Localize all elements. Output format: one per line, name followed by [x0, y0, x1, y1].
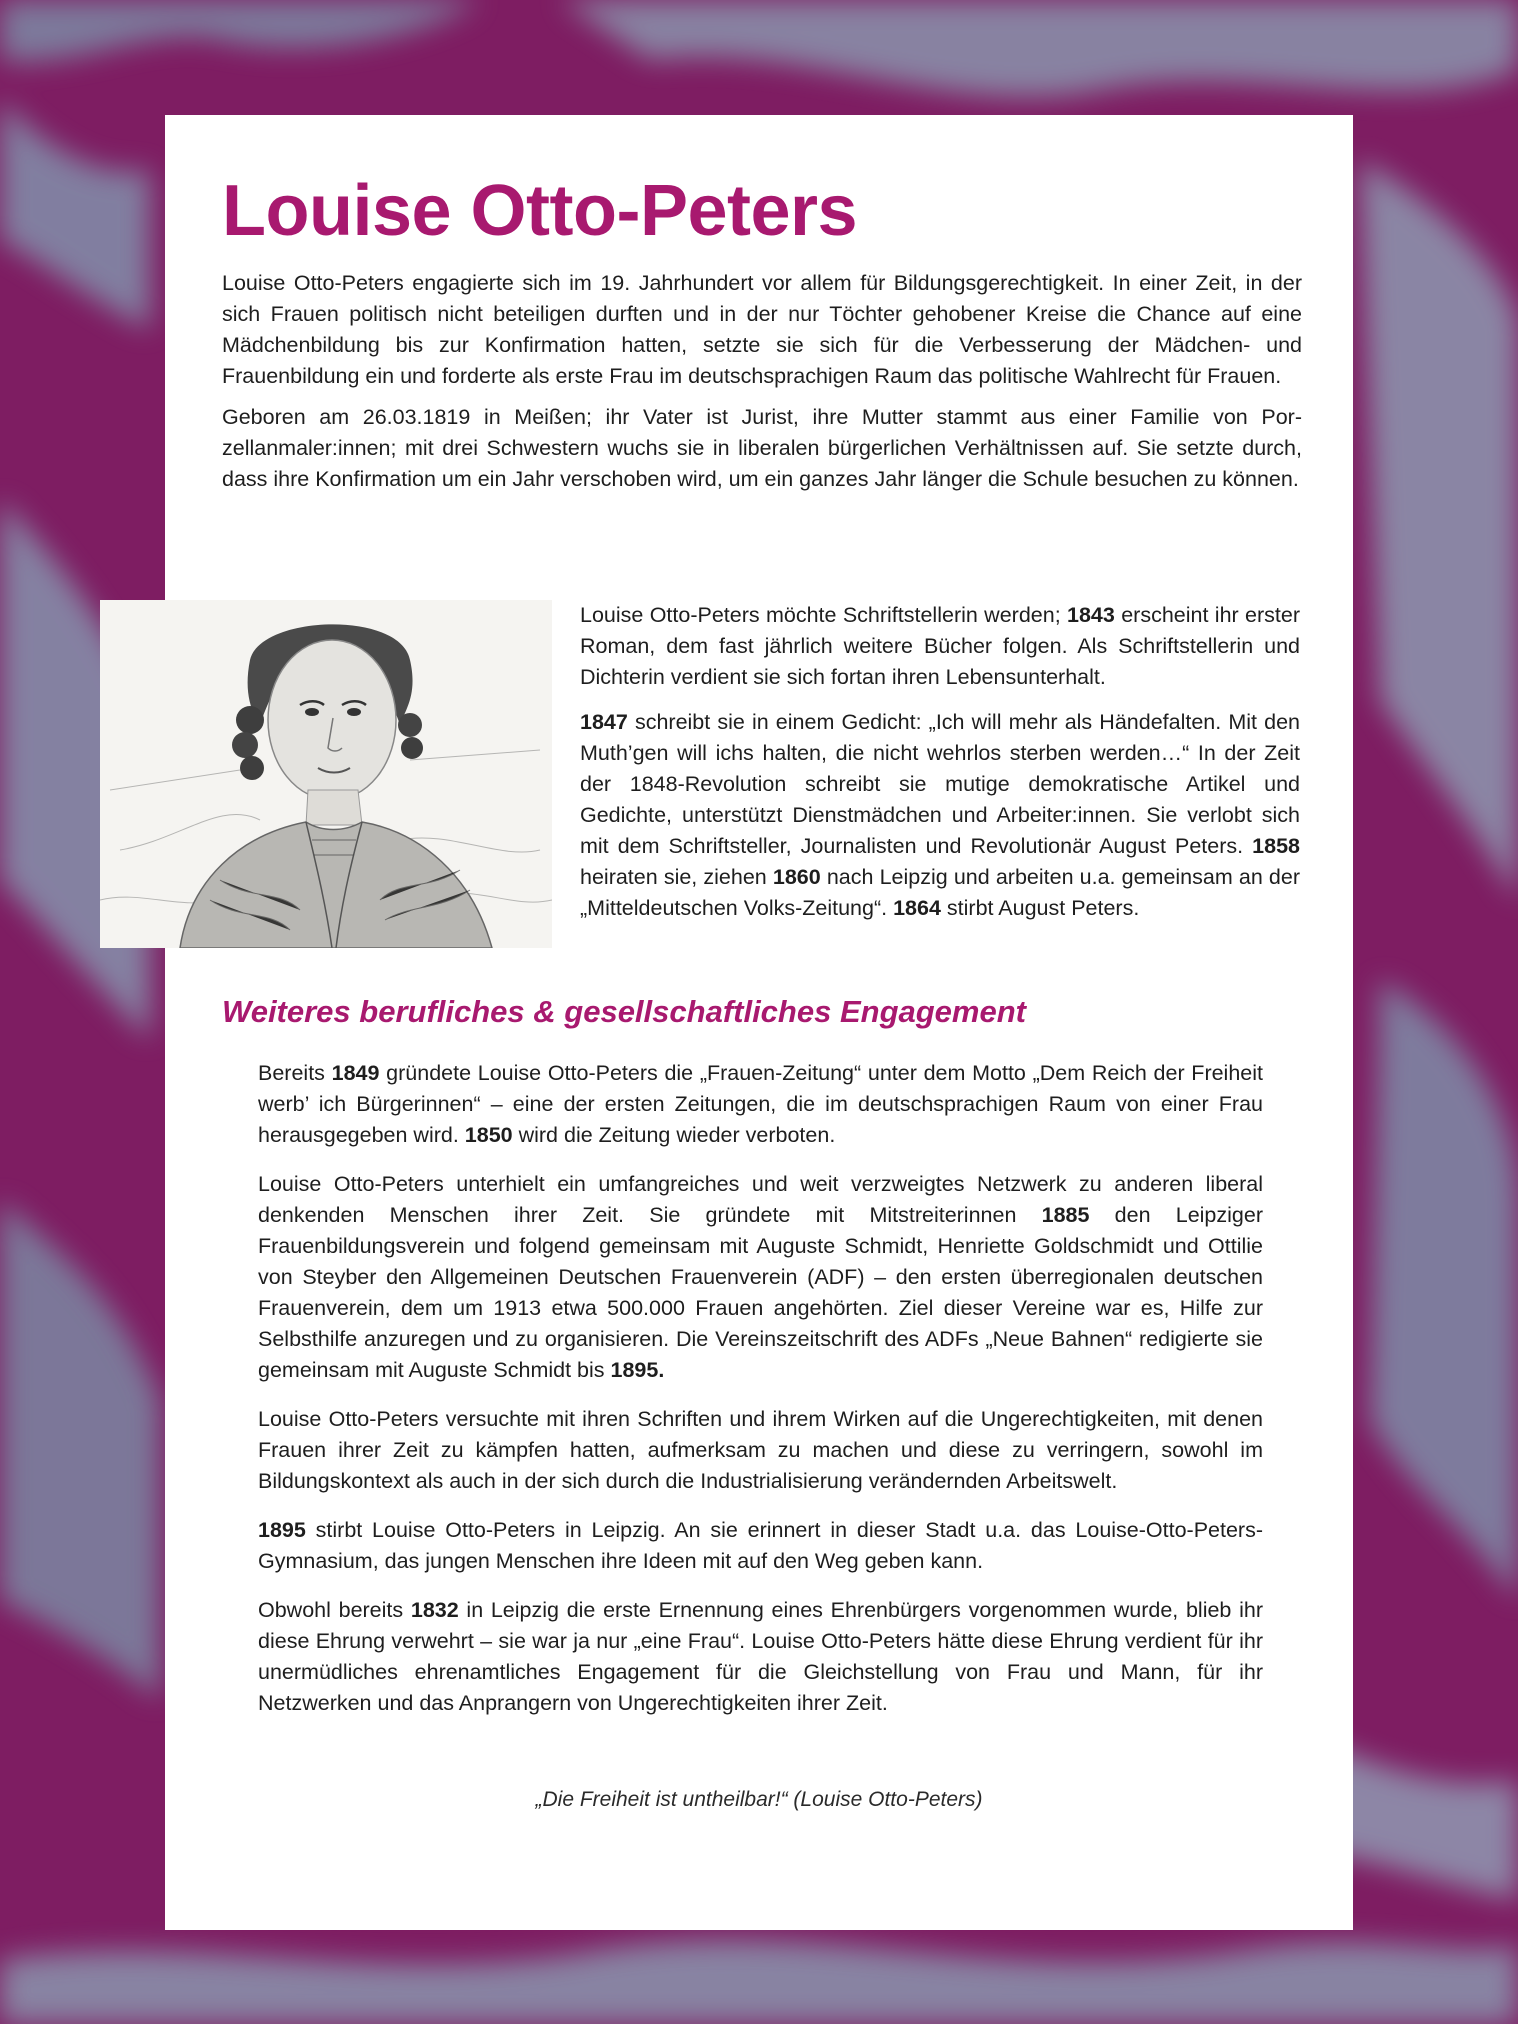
year-highlight: 1847: [580, 710, 628, 734]
year-highlight: 1895: [258, 1518, 306, 1542]
year-highlight: 1849: [331, 1061, 380, 1085]
engagement-paragraph: Obwohl bereits 1832 in Leipzig die erste Ernennung eines Ehrenbürgers vorgenommen wurde, blieb ihr diese Ehrung verwehrt – sie war ja nur „eine Frau“. Louise Otto-Peters hätte diese Ehrung verdient für ihr unermüdliches ehrenamtliches Engagement für die Gleichstellung von Frau und Mann, für ihr Netzwerken und das Anprangern von Ungerechtigkeiten ihrer Zeit.: [258, 1598, 1263, 1715]
engagement-paragraph: Louise Otto-Peters versuchte mit ihren Schriften und ihrem Wirken auf die Ungerechtigkeiten, mit denen Frauen ihrer Zeit zu kämpfen hatten, aufmerksam zu machen und diese zu verringern, sowohl im Bildungskontext als auch in der sich durch die Industrialisierung verändernden Arbeitswelt.: [258, 1407, 1263, 1493]
year-highlight: 1864: [893, 896, 941, 920]
engagement-paragraph: Louise Otto-Peters unterhielt ein umfangreiches und weit verzweigtes Netzwerk zu anderen liberal denkenden Menschen ihrer Zeit. Sie gründete mit Mitstreiterinnen 1885 den Leipziger Frauenbildungsverein und folgend gemeinsam mit Auguste Schmidt, Henriette Goldschmidt und Ottilie von Steyber den Allgemeinen Deutschen Frauenverein (ADF) – den ersten überregionalen deutschen Frauenverein, dem um 1913 etwa 500.000 Frauen angehörten. Ziel dieser Vereine war es, Hilfe zur Selbsthilfe anzuregen und zu organisieren. Die Vereinszeitschrift des ADFs „Neue Bahnen“ redigierte sie gemeinsam mit Auguste Schmidt bis 1895.: [258, 1172, 1263, 1382]
year-highlight: 1885: [1041, 1203, 1090, 1227]
year-highlight: 1858: [1252, 834, 1300, 858]
year-highlight: 1860: [772, 865, 821, 889]
intro-section: [222, 268, 1302, 505]
biography-section: [580, 600, 1300, 938]
section-heading: Weiteres berufliches & gesellschaftliches Engagement: [222, 994, 1026, 1029]
biography-paragraph: 1847 schreibt sie in einem Gedicht: „Ich will mehr als Händefalten. Mit den Muth’gen will ichs halten, die nicht wehrlos sterben werden…“ In der Zeit der 1848-Revolution schreibt sie mutige demokratische Artikel und Gedichte, unterstützt Dienstmädchen und Arbeiter:innen. Sie verlobt sich mit dem Schriftsteller, Journalisten und Revolutionär August Peters. 1858 heiraten sie, ziehen 1860 nach Leipzig und arbeiten u.a. gemeinsam an der „Mitteldeutschen Volks-Zeitung“. 1864 stirbt August Peters.: [580, 710, 1300, 920]
biography-paragraph: Louise Otto-Peters möchte Schriftstellerin werden; 1843 erscheint ihr erster Roman, dem fast jährlich weitere Bücher folgen. Als Schriftstellerin und Dichterin verdient sie sich fortan ihren Lebensunterhalt.: [580, 603, 1300, 689]
year-highlight: 1832: [410, 1598, 459, 1622]
portrait-icon: [100, 600, 552, 948]
year-highlight: 1850: [464, 1123, 513, 1147]
intro-paragraph: Louise Otto-Peters engagierte sich im 19. Jahrhundert vor allem für Bildungsgerechtigkeit. In einer Zeit, in der sich Frauen politisch nicht beteiligen durften und in der nur Töchter gehobener Kreise die Chance auf eine Mädchenbildung bis zur Konfirmation hatten, setzte sie sich für die Verbesserung der Mädchen- und Frauenbildung ein und forderte als erste Frau im deutschsprachigen Raum das politische Wahlrecht für Frauen.: [222, 271, 1302, 388]
engagement-section: [258, 1058, 1263, 1737]
intro-paragraph: Geboren am 26.03.1819 in Meißen; ihr Vater ist Jurist, ihre Mutter stammt aus einer Familie von Porzellanmaler:innen; mit drei Schwestern wuchs sie in liberalen bürgerlichen Verhältnissen auf. Sie setzte durch, dass ihre Konfirmation um ein Jahr verschoben wird, um ein ganzes Jahr länger die Schule besuchen zu können.: [222, 405, 1302, 491]
engagement-paragraph: 1895 stirbt Louise Otto-Peters in Leipzig. An sie erinnert in dieser Stadt u.a. das Louise-Otto-Peters-Gymnasium, das jungen Menschen ihre Ideen mit auf den Weg geben kann.: [258, 1518, 1263, 1573]
year-highlight: 1895.: [610, 1358, 665, 1382]
engagement-paragraph: Bereits 1849 gründete Louise Otto-Peters die „Frauen-Zeitung“ unter dem Motto „Dem Reich der Freiheit werb’ ich Bürgerinnen“ – eine der ersten Zeitungen, die im deutschsprachigen Raum von einer Frau herausgegeben wird. 1850 wird die Zeitung wieder verboten.: [258, 1061, 1263, 1147]
portrait-drawing: [100, 600, 552, 948]
year-highlight: 1843: [1067, 603, 1115, 627]
closing-quote: „Die Freiheit ist untheilbar!“ (Louise Otto-Peters): [535, 1788, 983, 1811]
page-title: Louise Otto-Peters: [222, 171, 858, 251]
